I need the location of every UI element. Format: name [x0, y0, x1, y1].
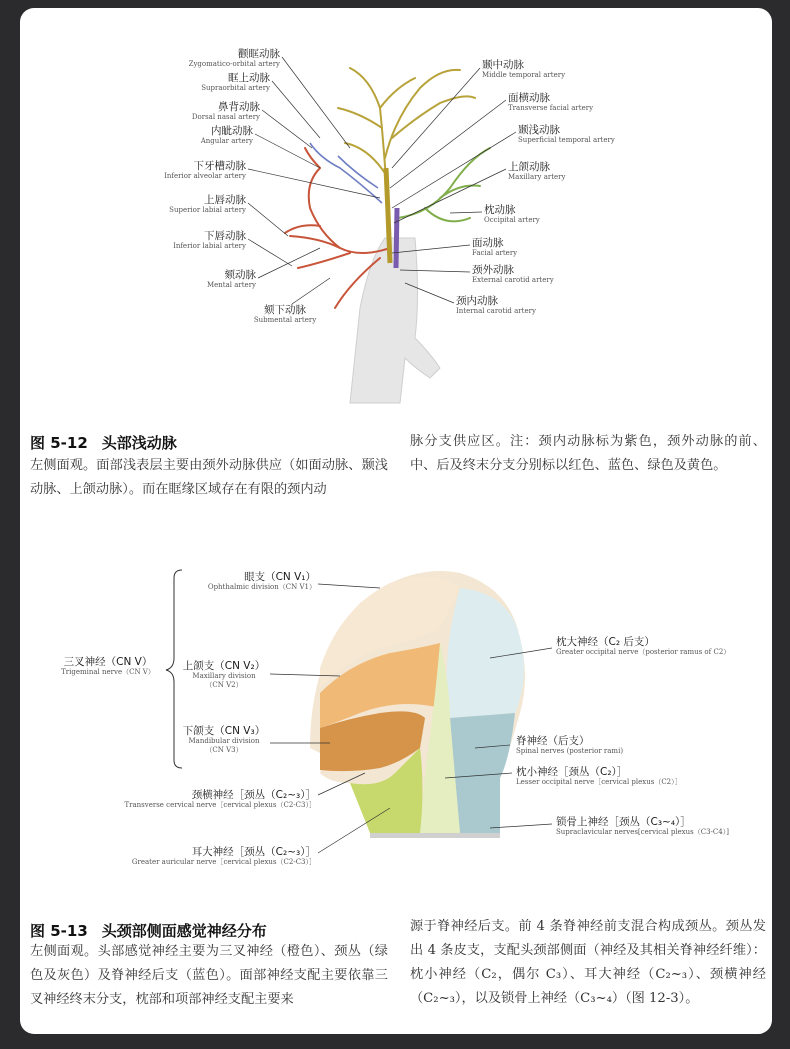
label-zh: 颈内动脉 [456, 295, 498, 307]
figure-title: 头部浅动脉 [101, 434, 177, 452]
label-ophthalmic-division [180, 571, 316, 592]
label-zh: 枕大神经（C₂ 后支） [556, 636, 655, 648]
label-zh: 下颌支（CN V₃） [182, 725, 266, 737]
label-en: Greater occipital nerve（posterior ramus of C2） [556, 648, 731, 656]
label-lesser-occipital-nerve [516, 766, 736, 787]
label-en-2: （CN V2） [205, 681, 243, 689]
label-zh: 颏下动脉 [264, 304, 306, 316]
label-en: Inferior alveolar artery [164, 172, 246, 180]
label-en: Angular artery [200, 137, 253, 145]
label-zh: 枕动脉 [484, 204, 516, 216]
label-transverse-cervical-nerve [100, 789, 316, 810]
figure-number: 图 5-12 [30, 434, 88, 452]
label-en: Facial artery [472, 249, 518, 257]
label-en: Dorsal nasal artery [191, 113, 260, 121]
figure-5-12-title [30, 432, 177, 453]
label-en: Superficial temporal artery [518, 136, 615, 144]
label-en: Middle temporal artery [482, 71, 566, 79]
figure-5-12-caption-left: 左侧面观。面部浅表层主要由颈外动脉供应（如面动脉、颞浅动脉、上颌动脉）。而在眶缘区域存在有限的颈内动 [30, 458, 388, 497]
label-en: Inferior labial artery [173, 242, 246, 250]
figure-5-12-caption-right: 脉分支供应区。注：颈内动脉标为紫色，颈外动脉的前、中、后及终末分支分别标以红色、蓝色、绿色及黄色。 [410, 434, 766, 473]
label-zh: 眶上动脉 [228, 72, 270, 84]
label-greater-auricular-nerve [100, 846, 316, 867]
label-mandibular-division [180, 725, 268, 755]
label-greater-occipital-nerve [556, 636, 766, 657]
label-zh: 颈横神经［颈丛（C₂~₃）］ [191, 789, 316, 801]
label-en: Lesser occipital nerve［cervical plexus（C2）］ [516, 778, 682, 786]
book-page [20, 8, 772, 1034]
label-zh: 脊神经（后支） [516, 735, 590, 747]
fig1-leader-lines [20, 8, 772, 408]
label-zh: 下牙槽动脉 [193, 160, 246, 172]
label-zh: 上唇动脉 [204, 194, 246, 206]
figure-5-13-title [30, 920, 267, 941]
label-zh: 颞中动脉 [482, 59, 524, 71]
label-en: Mandibular division [188, 737, 260, 745]
label-en: Supraorbital artery [201, 84, 270, 92]
label-zh: 颞浅动脉 [518, 124, 560, 136]
label-en: Maxillary artery [508, 173, 566, 181]
figure-title: 头颈部侧面感觉神经分布 [101, 922, 267, 940]
label-zh: 颈外动脉 [472, 264, 514, 276]
label-zh: 面动脉 [472, 237, 504, 249]
label-zh: 眼支（CN V₁） [244, 571, 316, 583]
label-en: Superior labial artery [169, 206, 246, 214]
label-zh: 枕小神经［颈丛（C₂）］ [516, 766, 628, 778]
label-spinal-nerves [516, 735, 716, 756]
label-en: Transverse cervical nerve［cervical plexus（C2-C3）］ [124, 801, 316, 809]
label-en: Spinal nerves (posterior rami) [516, 747, 624, 755]
label-en: Occipital artery [484, 216, 540, 224]
label-en-2: （CN V3） [205, 746, 243, 754]
label-zh: 面横动脉 [508, 92, 550, 104]
label-supraclavicular-nerves [556, 816, 766, 837]
label-trigeminal-nerve [50, 656, 166, 677]
label-zh: 鼻背动脉 [218, 101, 260, 113]
figure-5-13-caption-right: 源于脊神经后支。前 4 条脊神经前支混合构成颈丛。颈丛发出 4 条皮支，支配头颈部侧面（神经及其相关脊神经纤维）：枕小神经（C₂，偶尔 C₃）、耳大神经（C₂~₃）、颈横神经（C₂~₃），以及锁骨上神经（C₃~₄）（图 12-3）。 [410, 919, 766, 1006]
label-zh: 上颌动脉 [508, 161, 550, 173]
label-zh: 内眦动脉 [211, 125, 253, 137]
label-en: Submental artery [253, 316, 317, 324]
figure-5-13-caption-left: 左侧面观。头部感觉神经主要为三叉神经（橙色）、颈丛（绿色及灰色）及脊神经后支（蓝色）。面部神经支配主要依靠三叉神经终末分支，枕部和项部神经支配主要来 [30, 944, 388, 1007]
label-zh: 三叉神经（CN V） [63, 656, 153, 668]
label-en: Ophthalmic division（CN V1） [207, 583, 316, 591]
label-en: Supraclavicular nerves[cervical plexus（C3-C4）] [556, 828, 729, 836]
label-en: Maxillary division [192, 672, 256, 680]
label-en: Transverse facial artery [508, 104, 594, 112]
label-en: Internal carotid artery [456, 307, 536, 315]
label-zh: 颏动脉 [224, 269, 256, 281]
figure-number: 图 5-13 [30, 922, 88, 940]
label-en: Trigeminal nerve（CN V） [61, 668, 155, 676]
label-zh: 下唇动脉 [204, 230, 246, 242]
label-en: Zygomatico-orbital artery [188, 60, 280, 68]
label-zh: 耳大神经［颈丛（C₂~₃）］ [191, 846, 316, 858]
label-zh: 锁骨上神经［颈丛（C₃~₄）］ [556, 816, 691, 828]
label-maxillary-division [180, 660, 268, 690]
label-zh: 上颌支（CN V₂） [182, 660, 266, 672]
label-en: Mental artery [206, 281, 256, 289]
label-en: External carotid artery [472, 276, 554, 284]
label-en: Greater auricular nerve［cervical plexus（C2-C3）］ [131, 858, 316, 866]
label-zh: 颧眶动脉 [238, 48, 280, 60]
